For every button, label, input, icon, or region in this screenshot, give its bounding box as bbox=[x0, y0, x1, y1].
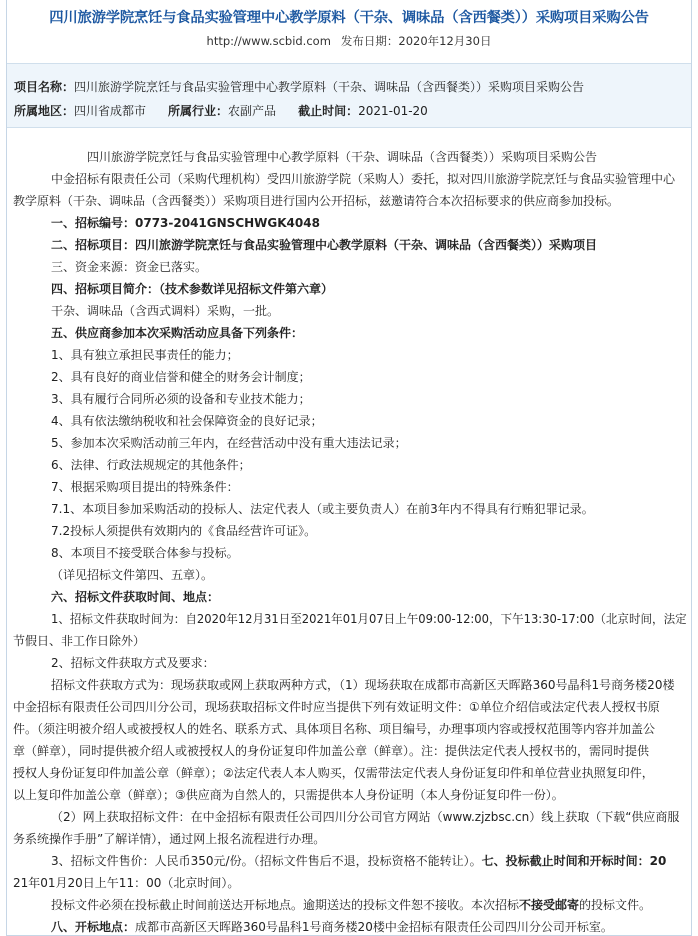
eligibility-item: 7、根据采购项目提出的特殊条件： bbox=[51, 480, 239, 494]
access-line: 1、招标文件获取时间为：自2020年12月31日至2021年01月07日上午09:00-12:00，下午13:30-17:00（北京时间，法定 bbox=[51, 612, 687, 626]
access-line: 以上复印件加盖公章（鲜章）；③供应商为自然人的，只需提供本人身份证明（本人身份证复印件一份）。 bbox=[13, 788, 564, 802]
deadline-line: 21年01月20日上午11：00（北京时间）。 bbox=[13, 876, 240, 890]
eligibility-item: 3、具有履行合同所必须的设备和专业技术能力； bbox=[51, 392, 311, 406]
eligibility-item: 4、具有依法缴纳税收和社会保障资金的良好记录； bbox=[51, 414, 323, 428]
region-label: 所属地区： bbox=[14, 104, 75, 118]
source-url[interactable]: http://www.scbid.com bbox=[206, 34, 331, 48]
section-tender-project: 二、招标项目：四川旅游学院烹饪与食品实验管理中心教学原料（干杂、调味品（含西餐类））采购项目 bbox=[51, 238, 598, 252]
deadline-label: 截止时间： bbox=[298, 104, 359, 118]
eligibility-item: 7.1、本项目参加采购活动的投标人、法定代表人（或主要负责人）在前3年内不得具有行贿犯罪记录。 bbox=[51, 502, 594, 516]
section-opening-location: 八、开标地点： bbox=[51, 920, 136, 934]
eligibility-note: （详见招标文件第四、五章）。 bbox=[51, 568, 214, 582]
access-line: 2、招标文件获取方式及要求： bbox=[51, 656, 215, 670]
publish-date-label: 发布日期： bbox=[340, 34, 399, 48]
document-price: 3、招标文件售价：人民币350元/份。（招标文件售后不退，投标资格不能转让）。 bbox=[51, 854, 482, 868]
announcement-panel bbox=[6, 0, 692, 936]
access-line bbox=[51, 852, 666, 870]
project-name-label: 项目名称： bbox=[14, 80, 75, 94]
deadline-value: 2021-01-20 bbox=[358, 104, 428, 118]
eligibility-item: 7.2投标人须提供有效期内的《食品经营许可证》。 bbox=[51, 524, 317, 538]
eligibility-item: 5、参加本次采购活动前三年内，在经营活动中没有重大违法记录； bbox=[51, 436, 407, 450]
access-line: 件。（须注明被介绍人或被授权人的姓名、联系方式、具体项目名称、项目编号，办理事项内容或授权范围等内容并加盖公 bbox=[13, 722, 656, 736]
deadline-note: 投标文件必须在投标截止时间前送达开标地点。逾期送达的投标文件恕不接收。本次招标 bbox=[51, 898, 520, 912]
section-tender-number: 一、招标编号：0773-2041GNSCHWGK4048 bbox=[51, 216, 320, 230]
eligibility-item: 8、本项目不接受联合体参与投标。 bbox=[51, 546, 239, 560]
section-project-summary: 四、招标项目简介：（技术参数详见招标文件第六章） bbox=[51, 282, 334, 296]
section-eligibility: 五、供应商参加本次采购活动应具备下列条件： bbox=[51, 326, 304, 340]
section-document-access: 六、招标文件获取时间、地点： bbox=[51, 590, 220, 604]
summary-line: 干杂、调味品（含西式调料）采购，一批。 bbox=[51, 304, 280, 318]
eligibility-item: 2、具有良好的商业信誉和健全的财务会计制度； bbox=[51, 370, 311, 384]
page-title: 四川旅游学院烹饪与食品实验管理中心教学原料（干杂、调味品（含西餐类））采购项目采购公告 bbox=[49, 10, 649, 26]
access-line: 授权人身份证复印件加盖公章（鲜章）；②法定代表人本人购买，仅需带法定代表人身份证复印件和单位营业执照复印件， bbox=[13, 766, 654, 780]
opening-location: 成都市高新区天晖路360号晶科1号商务楼20楼中金招标有限责任公司四川分公司开标室。 bbox=[135, 920, 613, 934]
industry-value: 农副产品 bbox=[228, 104, 277, 118]
publish-date: 2020年12月30日 bbox=[398, 34, 492, 48]
access-line: 章（鲜章），同时提供被介绍人或被授权人的身份证复印件加盖公章（鲜章）。注：提供法定代表人授权书的，需同时提供 bbox=[13, 744, 650, 758]
access-line: 务系统操作手册”了解详情），通过网上报名流程进行办理。 bbox=[13, 832, 326, 846]
project-name-row bbox=[14, 78, 584, 96]
section-funding: 三、资金来源：资金已落实。 bbox=[51, 260, 208, 274]
section-deadline-opening: 七、投标截止时间和开标时间：20 bbox=[481, 854, 667, 868]
project-name-value: 四川旅游学院烹饪与食品实验管理中心教学原料（干杂、调味品（含西餐类））采购项目采购公告 bbox=[74, 80, 585, 94]
project-info-box bbox=[7, 63, 691, 128]
deadline-line bbox=[51, 896, 651, 914]
body-heading: 四川旅游学院烹饪与食品实验管理中心教学原料（干杂、调味品（含西餐类））采购项目采购公告 bbox=[87, 150, 598, 164]
opening-location-line bbox=[51, 918, 613, 936]
access-line: 中金招标有限责任公司四川分公司，现场获取招标文件时应当提供下列有效证明文件：①单位介绍信或法定代表人授权书原 bbox=[13, 700, 660, 714]
access-line: （2）网上获取招标文件：在中金招标有限责任公司四川分公司官方网站（www.zjzbsc.cn）线上获取（下载“供应商服 bbox=[51, 810, 680, 824]
deadline-note-end: 的投标文件。 bbox=[579, 898, 652, 912]
industry-label: 所属行业： bbox=[168, 104, 229, 118]
region-value: 四川省成都市 bbox=[74, 104, 147, 118]
no-mail-emphasis: 不接受邮寄 bbox=[519, 898, 580, 912]
access-line: 招标文件获取方式为：现场获取或网上获取两种方式，（1）现场获取在成都市高新区天晖路360号晶科1号商务楼20楼 bbox=[51, 678, 675, 692]
publish-meta bbox=[7, 32, 691, 50]
eligibility-item: 1、具有独立承担民事责任的能力； bbox=[51, 348, 239, 362]
access-line: 节假日、非工作日除外） bbox=[13, 634, 146, 648]
intro-line: 中金招标有限责任公司（采购代理机构）受四川旅游学院（采购人）委托，拟对四川旅游学院烹饪与食品实验管理中心 bbox=[51, 172, 676, 186]
eligibility-item: 6、法律、行政法规规定的其他条件； bbox=[51, 458, 251, 472]
intro-line: 教学原料（干杂、调味品（含西餐类））采购项目进行国内公开招标，兹邀请符合本次招标要求的供应商参加投标。 bbox=[13, 194, 620, 208]
project-attributes-row bbox=[14, 102, 428, 120]
